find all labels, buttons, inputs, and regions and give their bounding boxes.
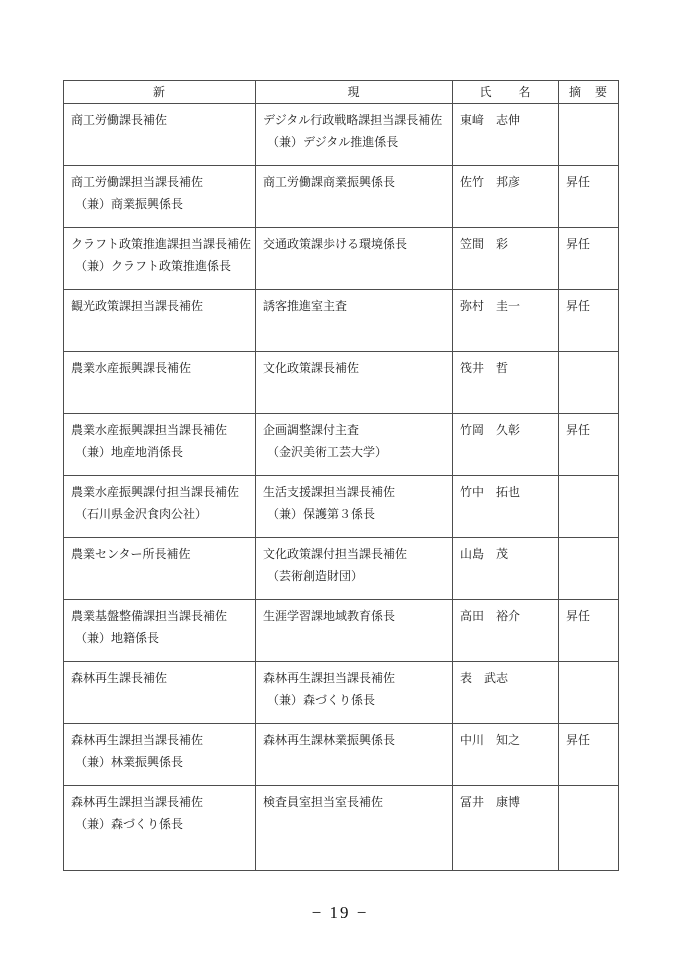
cell-new-position bbox=[64, 600, 256, 662]
header-note: 摘 要 bbox=[559, 81, 619, 104]
position-line: 検査員室担当室長補佐 bbox=[263, 795, 384, 809]
table-row bbox=[64, 538, 619, 600]
person-name: 東﨑 志伸 bbox=[460, 113, 521, 127]
table-row bbox=[64, 228, 619, 290]
header-current-position: 現 bbox=[256, 81, 453, 104]
cell-note bbox=[559, 166, 619, 228]
position-line: 文化政策課付担当課長補佐 bbox=[263, 547, 408, 561]
cell-note bbox=[559, 600, 619, 662]
position-line: 生涯学習課地域教育係長 bbox=[263, 609, 396, 623]
cell-note bbox=[559, 662, 619, 724]
cell-name bbox=[453, 724, 559, 786]
table-row bbox=[64, 414, 619, 476]
cell-note bbox=[559, 786, 619, 871]
cell-note bbox=[559, 538, 619, 600]
table-row bbox=[64, 290, 619, 352]
cell-new-position bbox=[64, 662, 256, 724]
position-line: クラフト政策推進課担当課長補佐 bbox=[71, 237, 252, 251]
person-name: 高田 裕介 bbox=[460, 609, 521, 623]
cell-name bbox=[453, 352, 559, 414]
cell-current-position bbox=[256, 538, 453, 600]
note-text: 昇任 bbox=[566, 609, 591, 623]
person-name: 笠間 彩 bbox=[460, 237, 509, 251]
table-row bbox=[64, 104, 619, 166]
position-line: 農業水産振興課長補佐 bbox=[71, 361, 192, 375]
cell-new-position bbox=[64, 786, 256, 871]
position-line: （兼）森づくり係長 bbox=[75, 817, 184, 831]
cell-new-position bbox=[64, 476, 256, 538]
personnel-change-table bbox=[63, 80, 619, 871]
person-name: 表 武志 bbox=[460, 671, 509, 685]
position-line: （兼）林業振興係長 bbox=[75, 755, 184, 769]
person-name: 弥村 圭一 bbox=[460, 299, 521, 313]
note-text: 昇任 bbox=[566, 299, 591, 313]
table-row bbox=[64, 476, 619, 538]
person-name: 中川 知之 bbox=[460, 733, 521, 747]
cell-name bbox=[453, 104, 559, 166]
cell-note bbox=[559, 476, 619, 538]
cell-current-position bbox=[256, 786, 453, 871]
table-body bbox=[64, 104, 619, 871]
position-line: 商工労働課担当課長補佐 bbox=[71, 175, 204, 189]
cell-current-position bbox=[256, 290, 453, 352]
cell-current-position bbox=[256, 476, 453, 538]
cell-current-position bbox=[256, 600, 453, 662]
position-line: （兼）デジタル推進係長 bbox=[267, 135, 399, 149]
note-text: 昇任 bbox=[566, 175, 591, 189]
position-line: （兼）クラフト政策推進係長 bbox=[75, 259, 232, 273]
cell-current-position bbox=[256, 228, 453, 290]
cell-name bbox=[453, 786, 559, 871]
position-line: （兼）地産地消係長 bbox=[75, 445, 184, 459]
position-line: 生活支援課担当課長補佐 bbox=[263, 485, 396, 499]
cell-current-position bbox=[256, 724, 453, 786]
cell-note bbox=[559, 228, 619, 290]
position-line: 文化政策課長補佐 bbox=[263, 361, 360, 375]
cell-name bbox=[453, 600, 559, 662]
cell-note bbox=[559, 290, 619, 352]
cell-note bbox=[559, 724, 619, 786]
cell-new-position bbox=[64, 414, 256, 476]
cell-name bbox=[453, 414, 559, 476]
note-text: 昇任 bbox=[566, 423, 591, 437]
cell-current-position bbox=[256, 414, 453, 476]
position-line: 森林再生課担当課長補佐 bbox=[263, 671, 396, 685]
header-name: 氏 名 bbox=[453, 81, 559, 104]
cell-new-position bbox=[64, 352, 256, 414]
position-line: 農業基盤整備課担当課長補佐 bbox=[71, 609, 228, 623]
position-line: （兼）商業振興係長 bbox=[75, 197, 184, 211]
table-row bbox=[64, 786, 619, 871]
cell-name bbox=[453, 290, 559, 352]
table-row bbox=[64, 352, 619, 414]
position-line: デジタル行政戦略課担当課長補佐 bbox=[263, 113, 443, 127]
position-line: 農業水産振興課付担当課長補佐 bbox=[71, 485, 240, 499]
cell-note bbox=[559, 352, 619, 414]
person-name: 筏井 哲 bbox=[460, 361, 509, 375]
cell-note bbox=[559, 104, 619, 166]
cell-name bbox=[453, 166, 559, 228]
person-name: 竹中 拓也 bbox=[460, 485, 521, 499]
page-number: − 19 − bbox=[311, 903, 369, 922]
cell-current-position bbox=[256, 352, 453, 414]
cell-new-position bbox=[64, 104, 256, 166]
cell-current-position bbox=[256, 104, 453, 166]
position-line: （兼）保護第３係長 bbox=[267, 507, 376, 521]
table-row bbox=[64, 724, 619, 786]
cell-name bbox=[453, 476, 559, 538]
cell-new-position bbox=[64, 724, 256, 786]
cell-new-position bbox=[64, 538, 256, 600]
position-line: 農業センター所長補佐 bbox=[71, 547, 191, 561]
position-line: （兼）森づくり係長 bbox=[267, 693, 376, 707]
position-line: 森林再生課担当課長補佐 bbox=[71, 795, 204, 809]
cell-new-position bbox=[64, 228, 256, 290]
position-line: 交通政策課歩ける環境係長 bbox=[263, 237, 408, 251]
cell-new-position bbox=[64, 290, 256, 352]
person-name: 佐竹 邦彦 bbox=[460, 175, 521, 189]
position-line: 商工労働課長補佐 bbox=[71, 113, 168, 127]
position-line: （石川県金沢食肉公社） bbox=[75, 507, 208, 521]
position-line: 農業水産振興課担当課長補佐 bbox=[71, 423, 228, 437]
cell-name bbox=[453, 538, 559, 600]
person-name: 竹岡 久彰 bbox=[460, 423, 521, 437]
cell-name bbox=[453, 662, 559, 724]
position-line: （金沢美術工芸大学） bbox=[267, 445, 388, 459]
position-line: （芸術創造財団） bbox=[267, 569, 364, 583]
cell-note bbox=[559, 414, 619, 476]
cell-current-position bbox=[256, 662, 453, 724]
position-line: 森林再生課長補佐 bbox=[71, 671, 168, 685]
position-line: 観光政策課担当課長補佐 bbox=[71, 299, 204, 313]
cell-name bbox=[453, 228, 559, 290]
header-row bbox=[64, 81, 619, 104]
table-row bbox=[64, 662, 619, 724]
cell-new-position bbox=[64, 166, 256, 228]
note-text: 昇任 bbox=[566, 733, 591, 747]
position-line: 商工労働課商業振興係長 bbox=[263, 175, 396, 189]
position-line: 企画調整課付主査 bbox=[263, 423, 360, 437]
position-line: 森林再生課林業振興係長 bbox=[263, 733, 396, 747]
position-line: 森林再生課担当課長補佐 bbox=[71, 733, 204, 747]
person-name: 山島 茂 bbox=[460, 547, 509, 561]
table-row bbox=[64, 600, 619, 662]
position-line: （兼）地籍係長 bbox=[75, 631, 160, 645]
table-row bbox=[64, 166, 619, 228]
position-line: 誘客推進室主査 bbox=[263, 299, 348, 313]
header-new-position: 新 bbox=[64, 81, 256, 104]
note-text: 昇任 bbox=[566, 237, 591, 251]
person-name: 冨井 康博 bbox=[460, 795, 521, 809]
cell-current-position bbox=[256, 166, 453, 228]
table-header bbox=[64, 81, 619, 104]
